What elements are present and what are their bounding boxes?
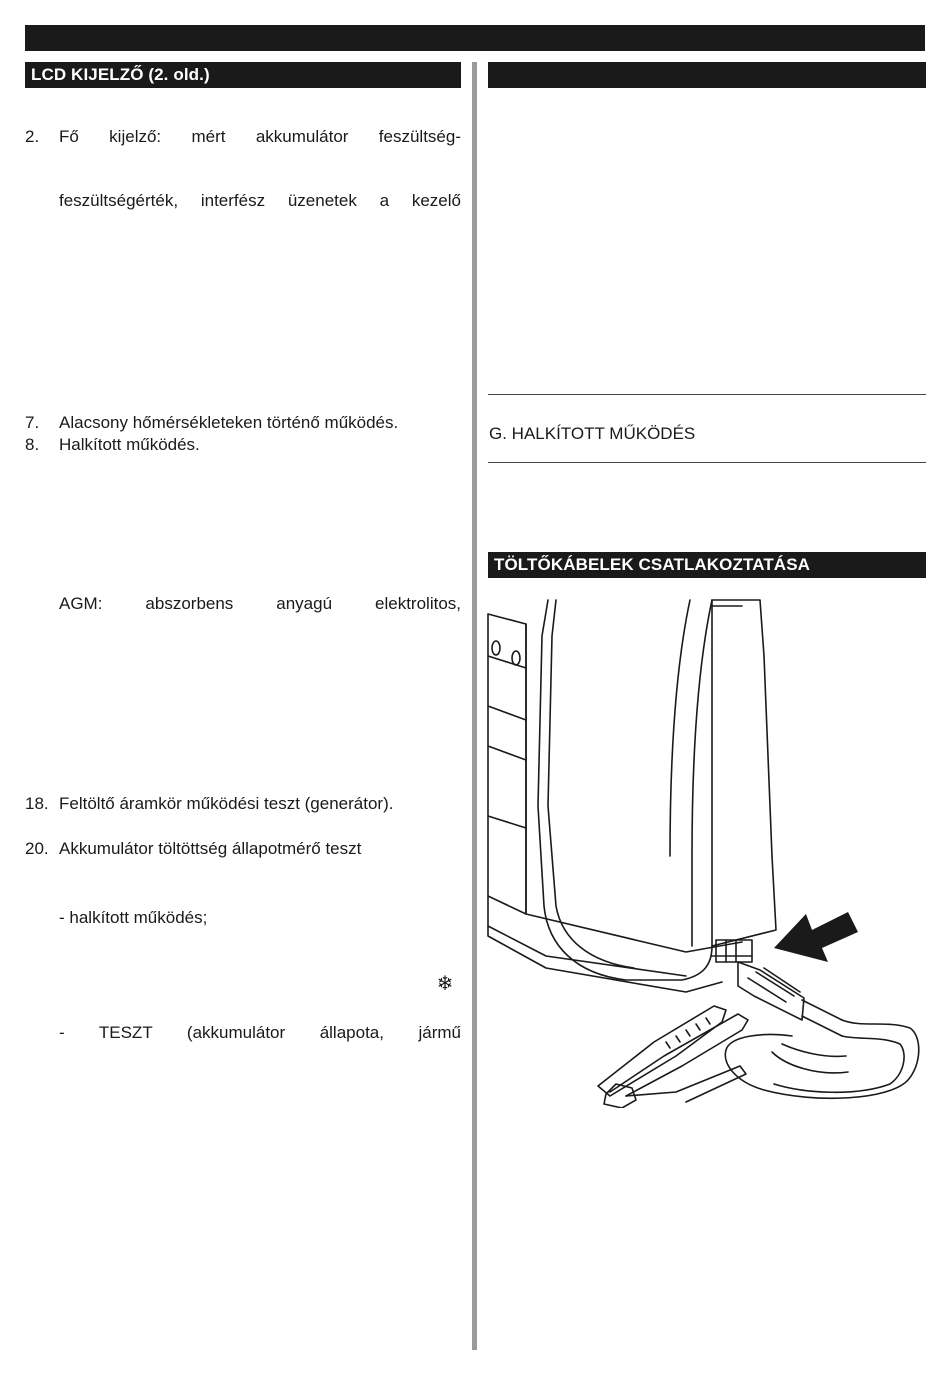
section-g-title: G. HALKÍTOTT MŰKÖDÉS [489,424,696,443]
snowflake-icon: ❄ [436,973,454,995]
item-18-number: 18. [25,794,49,813]
item-8-number: 8. [25,435,40,454]
agm-line: AGM: abszorbens anyagú elektrolitos, [59,594,461,613]
item-8-text: Halkított működés. [59,435,200,454]
rule-above-g [488,394,926,395]
item-7-number: 7. [25,413,40,432]
top-bar [25,25,925,51]
section-header-cables: TÖLTŐKÁBELEK CSATLAKOZTATÁSA [488,552,926,578]
charger-cable-illustration [486,596,926,1108]
rule-below-g [488,462,926,463]
item-2-line-1: Fő kijelző: mért akkumulátor feszültség- [59,127,461,146]
item-2-line-2: feszültségérték, interfész üzenetek a kezelő [59,191,461,210]
dash-item-halkitott: - halkított működés; [59,908,208,927]
item-20-number: 20. [25,839,49,858]
item-20-text: Akkumulátor töltöttség állapotmérő teszt [59,839,362,858]
column-divider [472,62,477,1350]
item-2-number: 2. [25,127,40,146]
item-7-text: Alacsony hőmérsékleteken történő működés. [59,413,399,432]
item-18-text: Feltöltő áramkör működési teszt (generátor). [59,794,394,813]
dash-item-teszt: - TESZT (akkumulátor állapota, jármű [59,1023,461,1042]
section-header-right-top [488,62,926,88]
section-header-lcd: LCD KIJELZŐ (2. old.) [25,62,461,88]
